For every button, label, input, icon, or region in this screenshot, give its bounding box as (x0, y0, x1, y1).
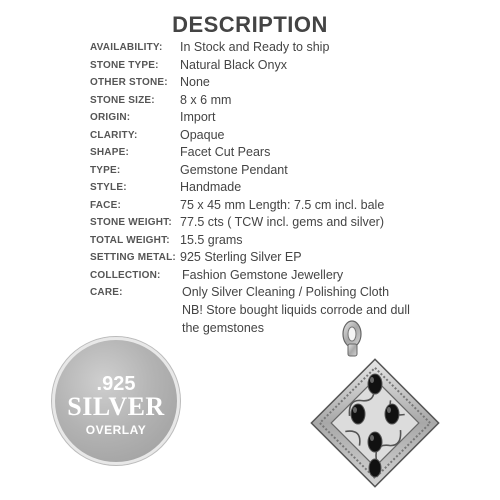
page-title: DESCRIPTION (172, 12, 328, 37)
spec-value: 15.5 grams (180, 232, 243, 247)
spec-label: COLLECTION: (90, 269, 161, 281)
spec-value: None (180, 75, 210, 89)
spec-label: SHAPE: (90, 147, 129, 158)
spec-label: CLARITY: (90, 129, 138, 141)
spec-label: TOTAL WEIGHT: (90, 234, 170, 246)
spec-value: Import (180, 110, 216, 124)
badge-word: SILVER (67, 392, 165, 421)
spec-value: In Stock and Ready to ship (180, 40, 330, 54)
spec-label: SETTING METAL: (90, 252, 176, 263)
care-note: NB! Store bought liquids corrode and dull the gemstones (182, 303, 410, 335)
spec-label: STYLE: (90, 182, 127, 193)
spec-value: Natural Black Onyx (180, 57, 287, 72)
silver-overlay-badge (52, 337, 180, 465)
bale-icon (343, 321, 361, 356)
spec-value: Only Silver Cleaning / Polishing Cloth (182, 285, 390, 299)
spec-label: OTHER STONE: (90, 77, 168, 88)
spec-label: CARE: (90, 287, 123, 298)
spec-value: Handmade (180, 180, 242, 194)
spec-label: STONE WEIGHT: (90, 217, 172, 228)
spec-value: 75 x 45 mm Length: 7.5 cm incl. bale (180, 197, 385, 212)
spec-value: 77.5 cts ( TCW incl. gems and silver) (180, 215, 384, 229)
badge-number: .925 (96, 373, 136, 395)
spec-label: FACE: (90, 199, 121, 211)
spec-label: STONE SIZE: (90, 94, 155, 106)
spec-value: 8 x 6 mm (180, 92, 232, 107)
spec-label: ORIGIN: (90, 112, 131, 123)
spec-value: Gemstone Pendant (180, 162, 288, 177)
spec-value: Fashion Gemstone Jewellery (182, 267, 344, 282)
spec-value: 925 Sterling Silver EP (180, 250, 302, 264)
spec-label: AVAILABILITY: (90, 42, 163, 53)
spec-value: Opaque (180, 127, 225, 142)
spec-label: TYPE: (90, 164, 121, 176)
badge-subtitle: OVERLAY (85, 423, 147, 437)
spec-value: Facet Cut Pears (180, 145, 271, 159)
pendant-image (300, 318, 450, 493)
spec-label: STONE TYPE: (90, 59, 159, 71)
